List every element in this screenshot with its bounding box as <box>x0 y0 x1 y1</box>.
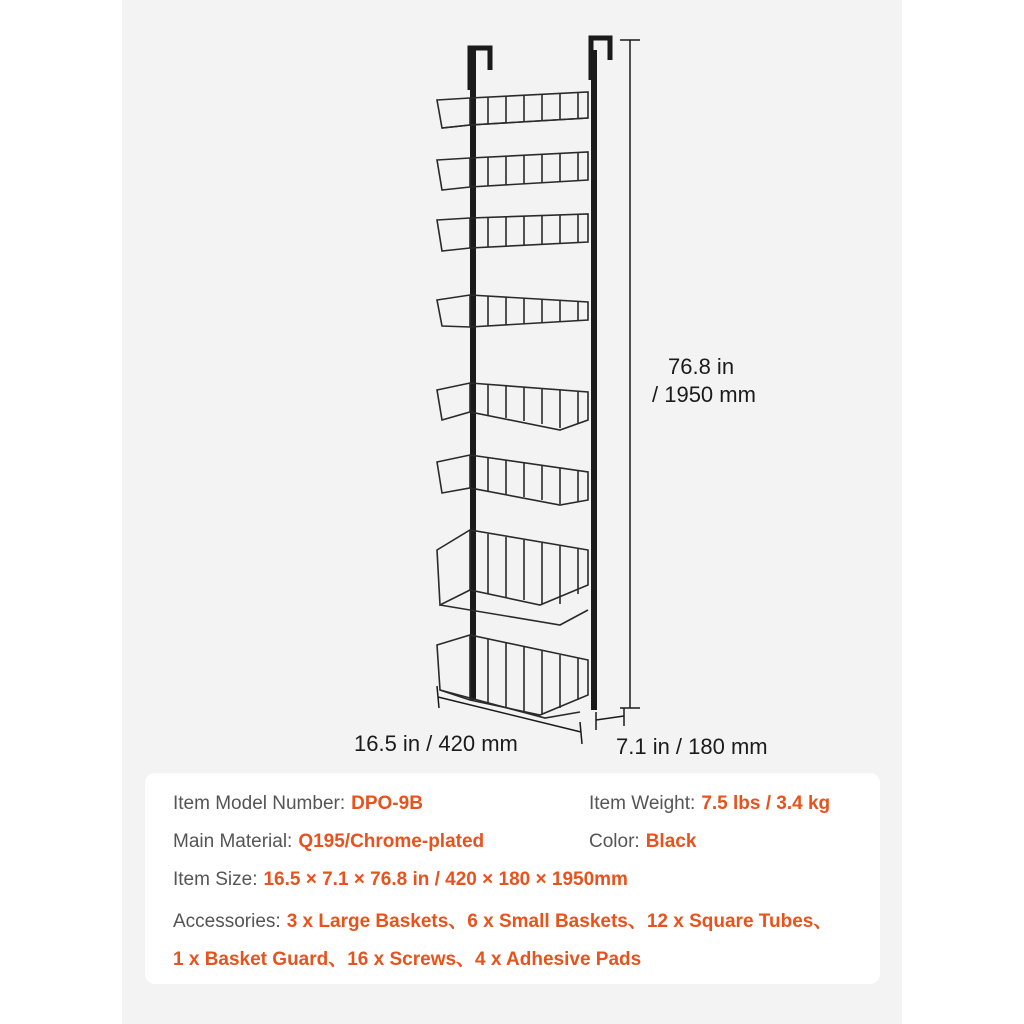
color-label: Color: <box>589 831 640 852</box>
basket-1 <box>437 92 588 128</box>
weight-row <box>589 793 830 815</box>
basket-2 <box>437 152 588 190</box>
accessories-row-2 <box>173 944 641 971</box>
accessories-label: Accessories: <box>173 911 281 932</box>
accessories-row <box>173 906 832 933</box>
spec-card <box>145 773 880 984</box>
height-metric: / 1950 mm <box>652 382 756 407</box>
material-label: Main Material: <box>173 831 293 852</box>
weight-label: Item Weight: <box>589 793 696 814</box>
basket-3 <box>437 214 588 251</box>
height-imperial: 76.8 in <box>668 354 735 379</box>
material-value: Q195/Chrome-plated <box>298 831 485 852</box>
color-row <box>589 831 696 853</box>
rack-frame <box>470 38 610 710</box>
baskets <box>437 92 588 718</box>
model-value: DPO-9B <box>351 793 423 814</box>
basket-8 <box>437 635 588 718</box>
model-row <box>173 793 423 815</box>
accessories-value-line1: 3 x Large Baskets、6 x Small Baskets、12 x Square Tubes、 <box>286 911 833 932</box>
width-dimension-label: 16.5 in / 420 mm <box>354 731 518 756</box>
color-value: Black <box>645 831 697 852</box>
basket-6 <box>437 455 588 505</box>
depth-dimension-label: 7.1 in / 180 mm <box>616 734 768 759</box>
size-row <box>173 869 628 891</box>
weight-value: 7.5 lbs / 3.4 kg <box>701 793 831 814</box>
basket-5 <box>437 383 588 430</box>
dimension-lines <box>437 40 640 744</box>
size-label: Item Size: <box>173 869 258 890</box>
basket-4 <box>437 295 588 327</box>
model-label: Item Model Number: <box>173 793 346 814</box>
basket-7 <box>437 530 588 625</box>
accessories-value-line2: 1 x Basket Guard、16 x Screws、4 x Adhesive Pads <box>173 949 642 970</box>
material-row <box>173 831 484 853</box>
size-value: 16.5 × 7.1 × 76.8 in / 420 × 180 × 1950mm <box>263 869 628 890</box>
height-dimension-label <box>652 353 756 409</box>
